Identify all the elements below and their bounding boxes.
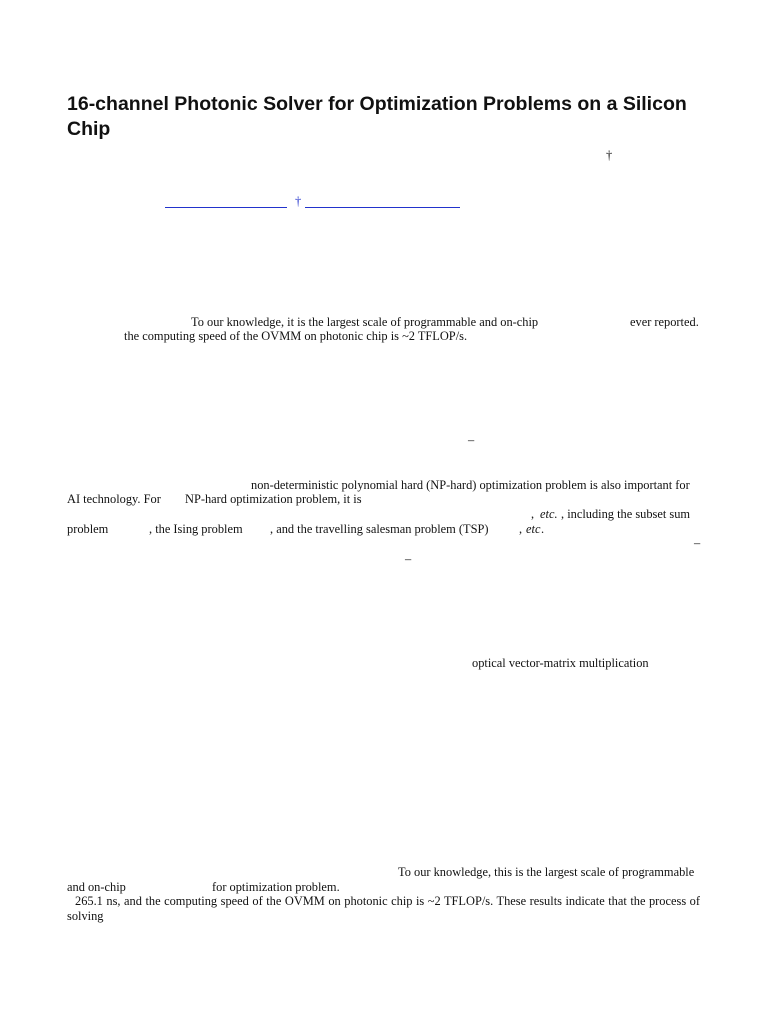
abstract-line-2: the computing speed of the OVMM on photonic chip is ~2 TFLOP/s. — [124, 329, 468, 343]
conclusion-line-2b: for optimization problem. — [212, 880, 340, 894]
intro-p1-line-4d: , — [519, 522, 523, 536]
intro-dash-2: – — [694, 536, 701, 550]
email-link-1[interactable] — [165, 207, 287, 208]
intro-dash-1: – — [468, 433, 475, 447]
conclusion-line-1: To our knowledge, this is the largest scale of programmable — [398, 865, 695, 879]
abstract-line-1b: ever reported. — [630, 315, 699, 329]
intro-p1-line-4c: , and the travelling salesman problem (TSP) — [270, 522, 489, 536]
intro-p1-line-4e: . — [541, 522, 545, 536]
intro-p1-line-2b: NP-hard optimization problem, it is — [185, 492, 362, 506]
conclusion-line-3: 265.1 ns, and the computing speed of the OVMM on photonic chip is ~2 TFLOP/s. These results indicate that the process of — [75, 894, 700, 908]
intro-p1-line-4b: , the Ising problem — [149, 522, 243, 536]
intro-p1-line-3-etc: etc. — [540, 507, 558, 521]
email-dagger: † — [295, 194, 302, 208]
email-link-2[interactable] — [305, 207, 460, 208]
intro-p1-line-2a: AI technology. For — [67, 492, 161, 506]
affiliation-dagger: † — [606, 148, 613, 162]
paper-title: 16-channel Photonic Solver for Optimization Problems on a Silicon Chip — [67, 93, 687, 140]
intro-dash-3: – — [405, 552, 412, 566]
intro-p1-line-3b: , including the subset sum — [561, 507, 691, 521]
intro-p1-line-1: non-deterministic polynomial hard (NP-hard) optimization problem is also important for — [251, 478, 690, 492]
conclusion-line-2a: and on-chip — [67, 880, 126, 894]
ovmm-term: optical vector-matrix multiplication — [472, 656, 649, 670]
abstract-line-1a: To our knowledge, it is the largest scale of programmable and on-chip — [191, 315, 539, 329]
intro-p1-line-3a: , — [531, 507, 535, 521]
intro-p1-line-4a: problem — [67, 522, 109, 536]
intro-p1-line-4-etc: etc — [526, 522, 541, 536]
conclusion-line-4: solving — [67, 909, 104, 923]
